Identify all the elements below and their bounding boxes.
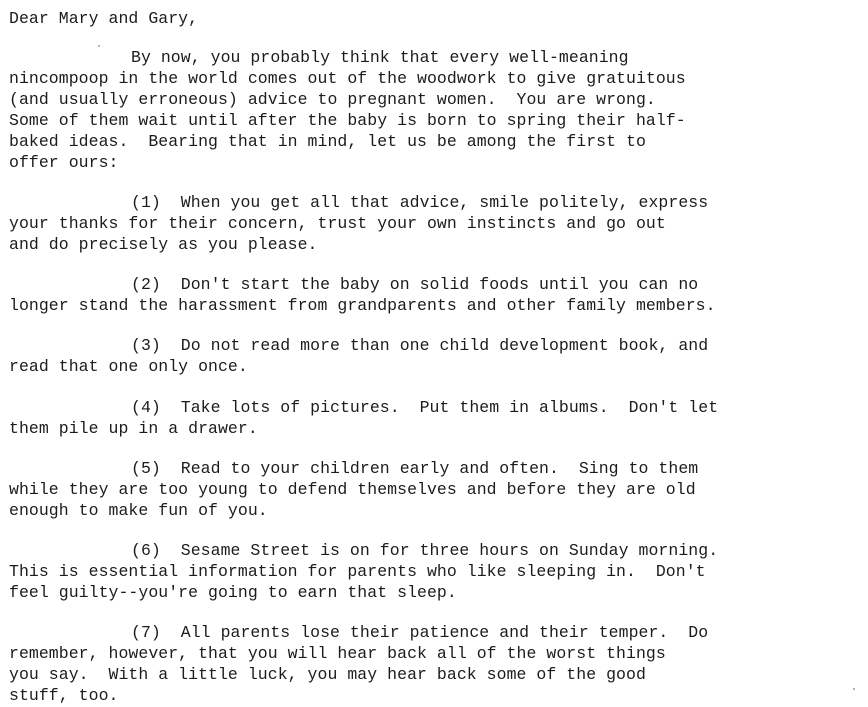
tip-1-line: (1) When you get all that advice, smile politely, express bbox=[131, 193, 709, 212]
tip-7-line: stuff, too. bbox=[9, 686, 119, 705]
tip-4-line: (4) Take lots of pictures. Put them in albums. Don't let bbox=[131, 398, 719, 417]
intro-line: (and usually erroneous) advice to pregnant women. You are wrong. bbox=[9, 90, 656, 109]
intro-line: By now, you probably think that every well-meaning bbox=[131, 48, 629, 67]
tip-7-line: (7) All parents lose their patience and their temper. Do bbox=[131, 623, 709, 642]
tip-6-line: This is essential information for parents who like sleeping in. Don't bbox=[9, 562, 706, 581]
tip-5-line: enough to make fun of you. bbox=[9, 501, 268, 520]
tip-1-line: and do precisely as you please. bbox=[9, 235, 318, 254]
salutation: Dear Mary and Gary, bbox=[9, 9, 199, 28]
tip-2-line: longer stand the harassment from grandparents and other family members. bbox=[9, 296, 716, 315]
scan-speck bbox=[853, 688, 855, 690]
tip-4-line: them pile up in a drawer. bbox=[9, 419, 258, 438]
tip-6-line: feel guilty--you're going to earn that sleep. bbox=[9, 583, 457, 602]
intro-line: nincompoop in the world comes out of the woodwork to give gratuitous bbox=[9, 69, 686, 88]
tip-5-line: while they are too young to defend themselves and before they are old bbox=[9, 480, 696, 499]
intro-line: Some of them wait until after the baby is born to spring their half- bbox=[9, 111, 686, 130]
tip-3-line: read that one only once. bbox=[9, 357, 248, 376]
tip-5-line: (5) Read to your children early and often. Sing to them bbox=[131, 459, 699, 478]
tip-1-line: your thanks for their concern, trust your own instincts and go out bbox=[9, 214, 666, 233]
tip-3-line: (3) Do not read more than one child development book, and bbox=[131, 336, 709, 355]
tip-7-line: you say. With a little luck, you may hear back some of the good bbox=[9, 665, 646, 684]
tip-2-line: (2) Don't start the baby on solid foods until you can no bbox=[131, 275, 699, 294]
tip-6-line: (6) Sesame Street is on for three hours on Sunday morning. bbox=[131, 541, 719, 560]
tip-7-line: remember, however, that you will hear back all of the worst things bbox=[9, 644, 666, 663]
intro-line: offer ours: bbox=[9, 153, 119, 172]
intro-line: baked ideas. Bearing that in mind, let us be among the first to bbox=[9, 132, 646, 151]
scan-speck bbox=[98, 45, 100, 47]
